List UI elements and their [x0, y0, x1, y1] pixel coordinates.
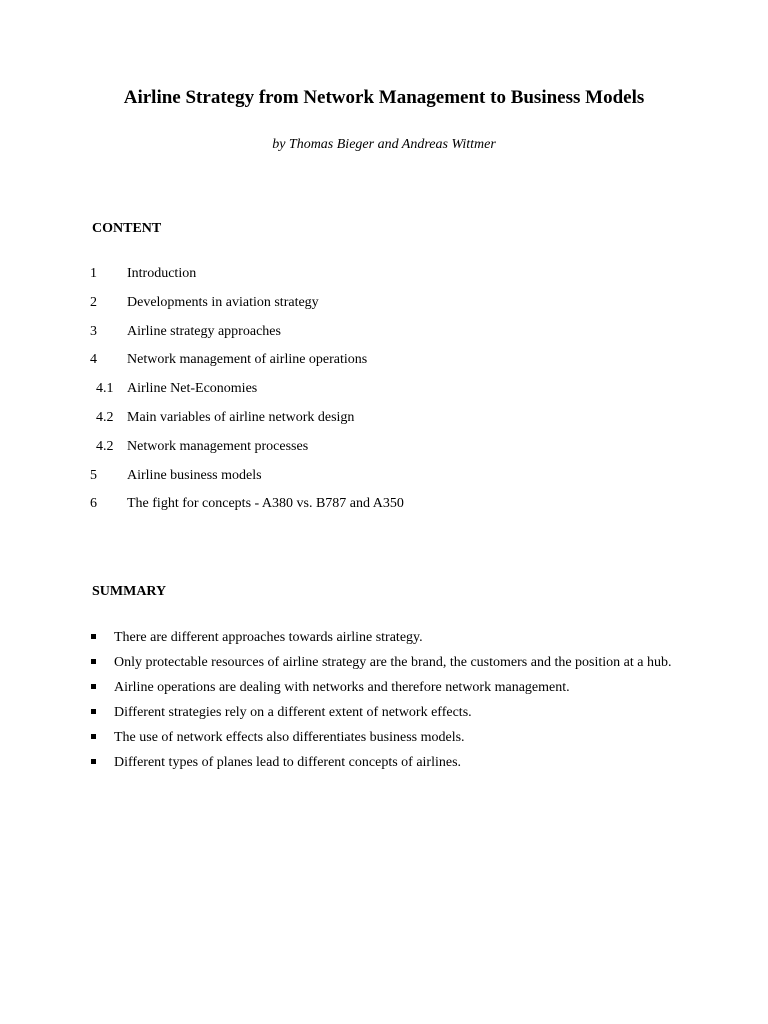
summary-item [0, 625, 768, 650]
summary-list [0, 625, 768, 775]
content-item [0, 351, 768, 380]
document-authors: by Thomas Bieger and Andreas Wittmer [272, 137, 496, 152]
content-item-number: 4 [90, 352, 97, 368]
content-item [0, 265, 768, 294]
summary-heading: SUMMARY [92, 584, 167, 599]
content-item-number: 6 [90, 496, 97, 512]
document-title: Airline Strategy from Network Management to Business Models [123, 87, 645, 108]
content-item [0, 467, 768, 496]
summary-item [0, 650, 768, 675]
content-item-label: Airline strategy approaches [127, 323, 281, 339]
content-item-label: Introduction [127, 266, 197, 281]
summary-item [0, 750, 768, 775]
summary-item-text: There are different approaches towards airline strategy. [114, 630, 423, 645]
content-item [0, 495, 768, 524]
content-item-label: The fight for concepts - A380 vs. B787 and A350 [127, 496, 404, 512]
content-item [0, 380, 768, 409]
content-item-number: 4.2 [96, 409, 114, 425]
content-item-label: Network management processes [127, 438, 309, 454]
summary-item-text: Only protectable resources of airline strategy are the brand, the customers and the position at a hub. [114, 655, 672, 670]
content-item-label: Airline Net-Economies [127, 381, 258, 397]
content-item-label: Airline business models [127, 467, 262, 483]
square-bullet-icon [91, 684, 96, 689]
content-item-number: 4.2 [96, 438, 114, 454]
content-item [0, 409, 768, 438]
square-bullet-icon [91, 709, 96, 714]
content-item [0, 323, 768, 352]
content-item-number: 2 [90, 294, 97, 310]
square-bullet-icon [91, 634, 96, 639]
content-item-label: Network management of airline operations [127, 352, 368, 368]
content-item-label: Developments in aviation strategy [127, 294, 319, 310]
summary-item [0, 725, 768, 750]
content-item-number: 5 [90, 467, 97, 483]
content-list [0, 265, 768, 524]
square-bullet-icon [91, 759, 96, 764]
square-bullet-icon [91, 659, 96, 664]
summary-item-text: Airline operations are dealing with networks and therefore network management. [114, 680, 570, 695]
content-item [0, 294, 768, 323]
content-item-number: 3 [90, 323, 97, 339]
square-bullet-icon [91, 734, 96, 739]
content-item-number: 4.1 [96, 381, 114, 397]
content-item-number: 1 [90, 266, 97, 281]
summary-item [0, 675, 768, 700]
content-item-label: Main variables of airline network design [127, 409, 355, 425]
content-heading: CONTENT [92, 221, 162, 236]
summary-item-text: Different types of planes lead to different concepts of airlines. [114, 755, 462, 770]
summary-item-text: Different strategies rely on a different extent of network effects. [114, 705, 472, 720]
summary-item-text: The use of network effects also differentiates business models. [114, 730, 465, 745]
content-item [0, 438, 768, 467]
summary-item [0, 700, 768, 725]
